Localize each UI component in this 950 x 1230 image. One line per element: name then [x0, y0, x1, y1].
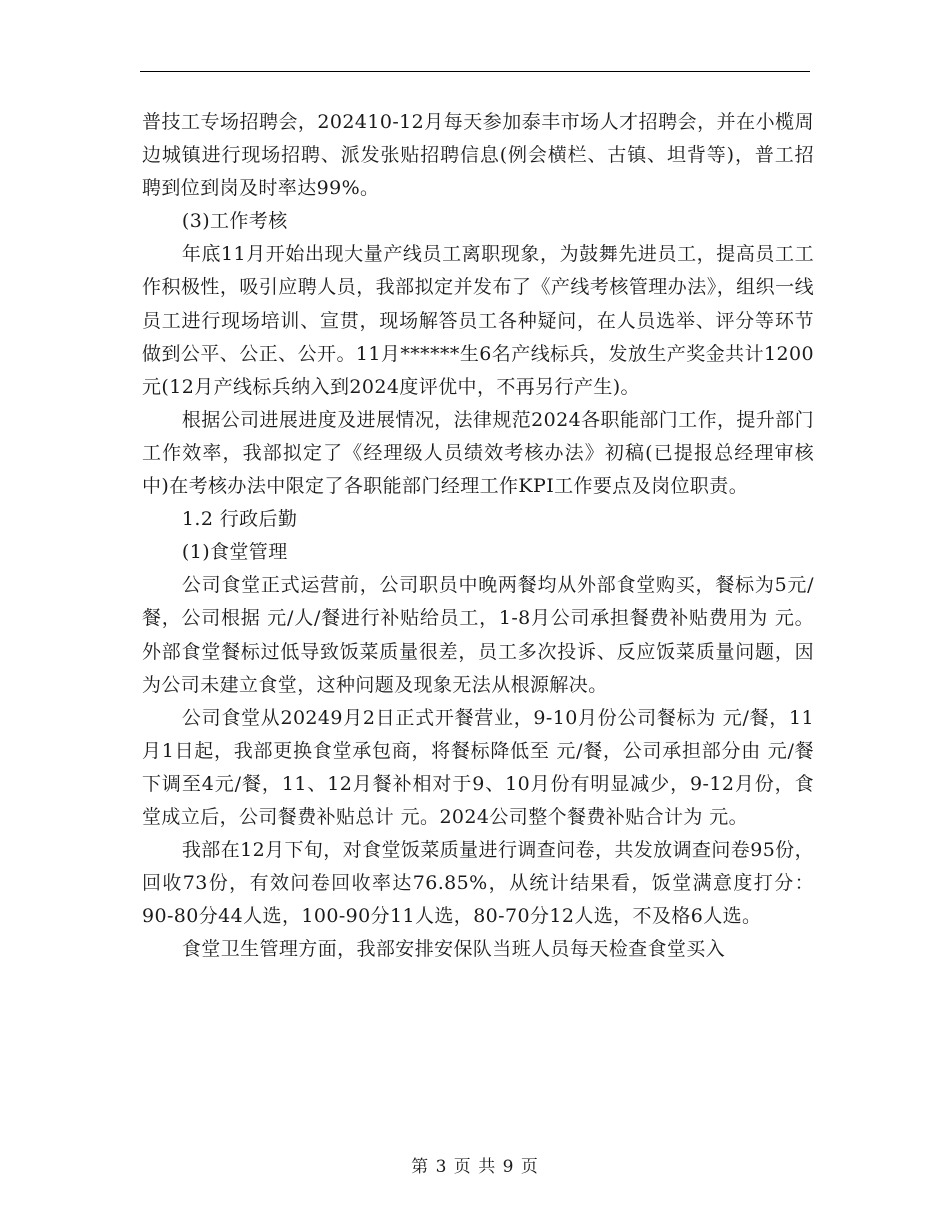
heading-work-assessment: (3)工作考核	[181, 210, 288, 233]
paragraph-canteen-before: 公司食堂正式运营前，公司职员中晚两餐均从外部食堂购买，餐标为5元/餐，公司根据 元/人/餐进行补贴给员工，1-8月公司承担餐费补贴费用为 元。外部食堂餐标过低导致饭菜质量很差，员工多次投诉、反应饭菜质量问题，因为公司未建立食堂，这种问题及现象无法从根源解决。	[142, 574, 814, 696]
paragraph-production-assessment: 年底11月开始出现大量产线员工离职现象，为鼓舞先进员工，提高员工工作积极性，吸引应聘人员，我部拟定并发布了《产线考核管理办法》，组织一线员工进行现场培训、宣贯，现场解答员工各种疑问，在人员选举、评分等环节做到公平、公正、公开。11月******生6名产线标兵，发放生产奖金共计1200元(12月产线标兵纳入到2024度评优中，不再另行产生)。	[142, 243, 814, 398]
page-number: 第 3 页 共 9 页	[411, 1157, 539, 1177]
document-body	[142, 106, 814, 966]
paragraph-recruitment-continued: 普技工专场招聘会，202410-12月每天参加泰丰市场人才招聘会，并在小榄周边城镇进行现场招聘、派发张贴招聘信息(例会横栏、古镇、坦背等)，普工招聘到位到岗及时率达99%。	[142, 111, 814, 200]
header-rule	[140, 71, 810, 72]
heading-canteen-management: (1)食堂管理	[181, 541, 288, 564]
paragraph-canteen-hygiene: 食堂卫生管理方面，我部安排安保队当班人员每天检查食堂买入	[181, 938, 726, 961]
paragraph-canteen-survey: 我部在12月下旬，对食堂饭菜质量进行调查问卷，共发放调查问卷95份，回收73份，有效问卷回收率达76.85%，从统计结果看，饭堂满意度打分：90-80分44人选，100-90分11人选，80-70分12人选，不及格6人选。	[142, 839, 814, 928]
paragraph-manager-kpi: 根据公司进展进度及进展情况，法律规范2024各职能部门工作，提升部门工作效率，我部拟定了《经理级人员绩效考核办法》初稿(已提报总经理审核中)在考核办法中限定了各职能部门经理工作KPI工作要点及岗位职责。	[142, 408, 814, 498]
heading-admin-logistics: 1.2 行政后勤	[181, 508, 298, 531]
paragraph-canteen-opening: 公司食堂从20249月2日正式开餐营业，9-10月份公司餐标为 元/餐，11月1日起，我部更换食堂承包商，将餐标降低至 元/餐，公司承担部分由 元/餐下调至4元/餐，11、12月餐补相对于9、10月份有明显减少，9-12月份，食堂成立后，公司餐费补贴总计 元。2024公司整个餐费补贴合计为 元。	[142, 706, 814, 828]
